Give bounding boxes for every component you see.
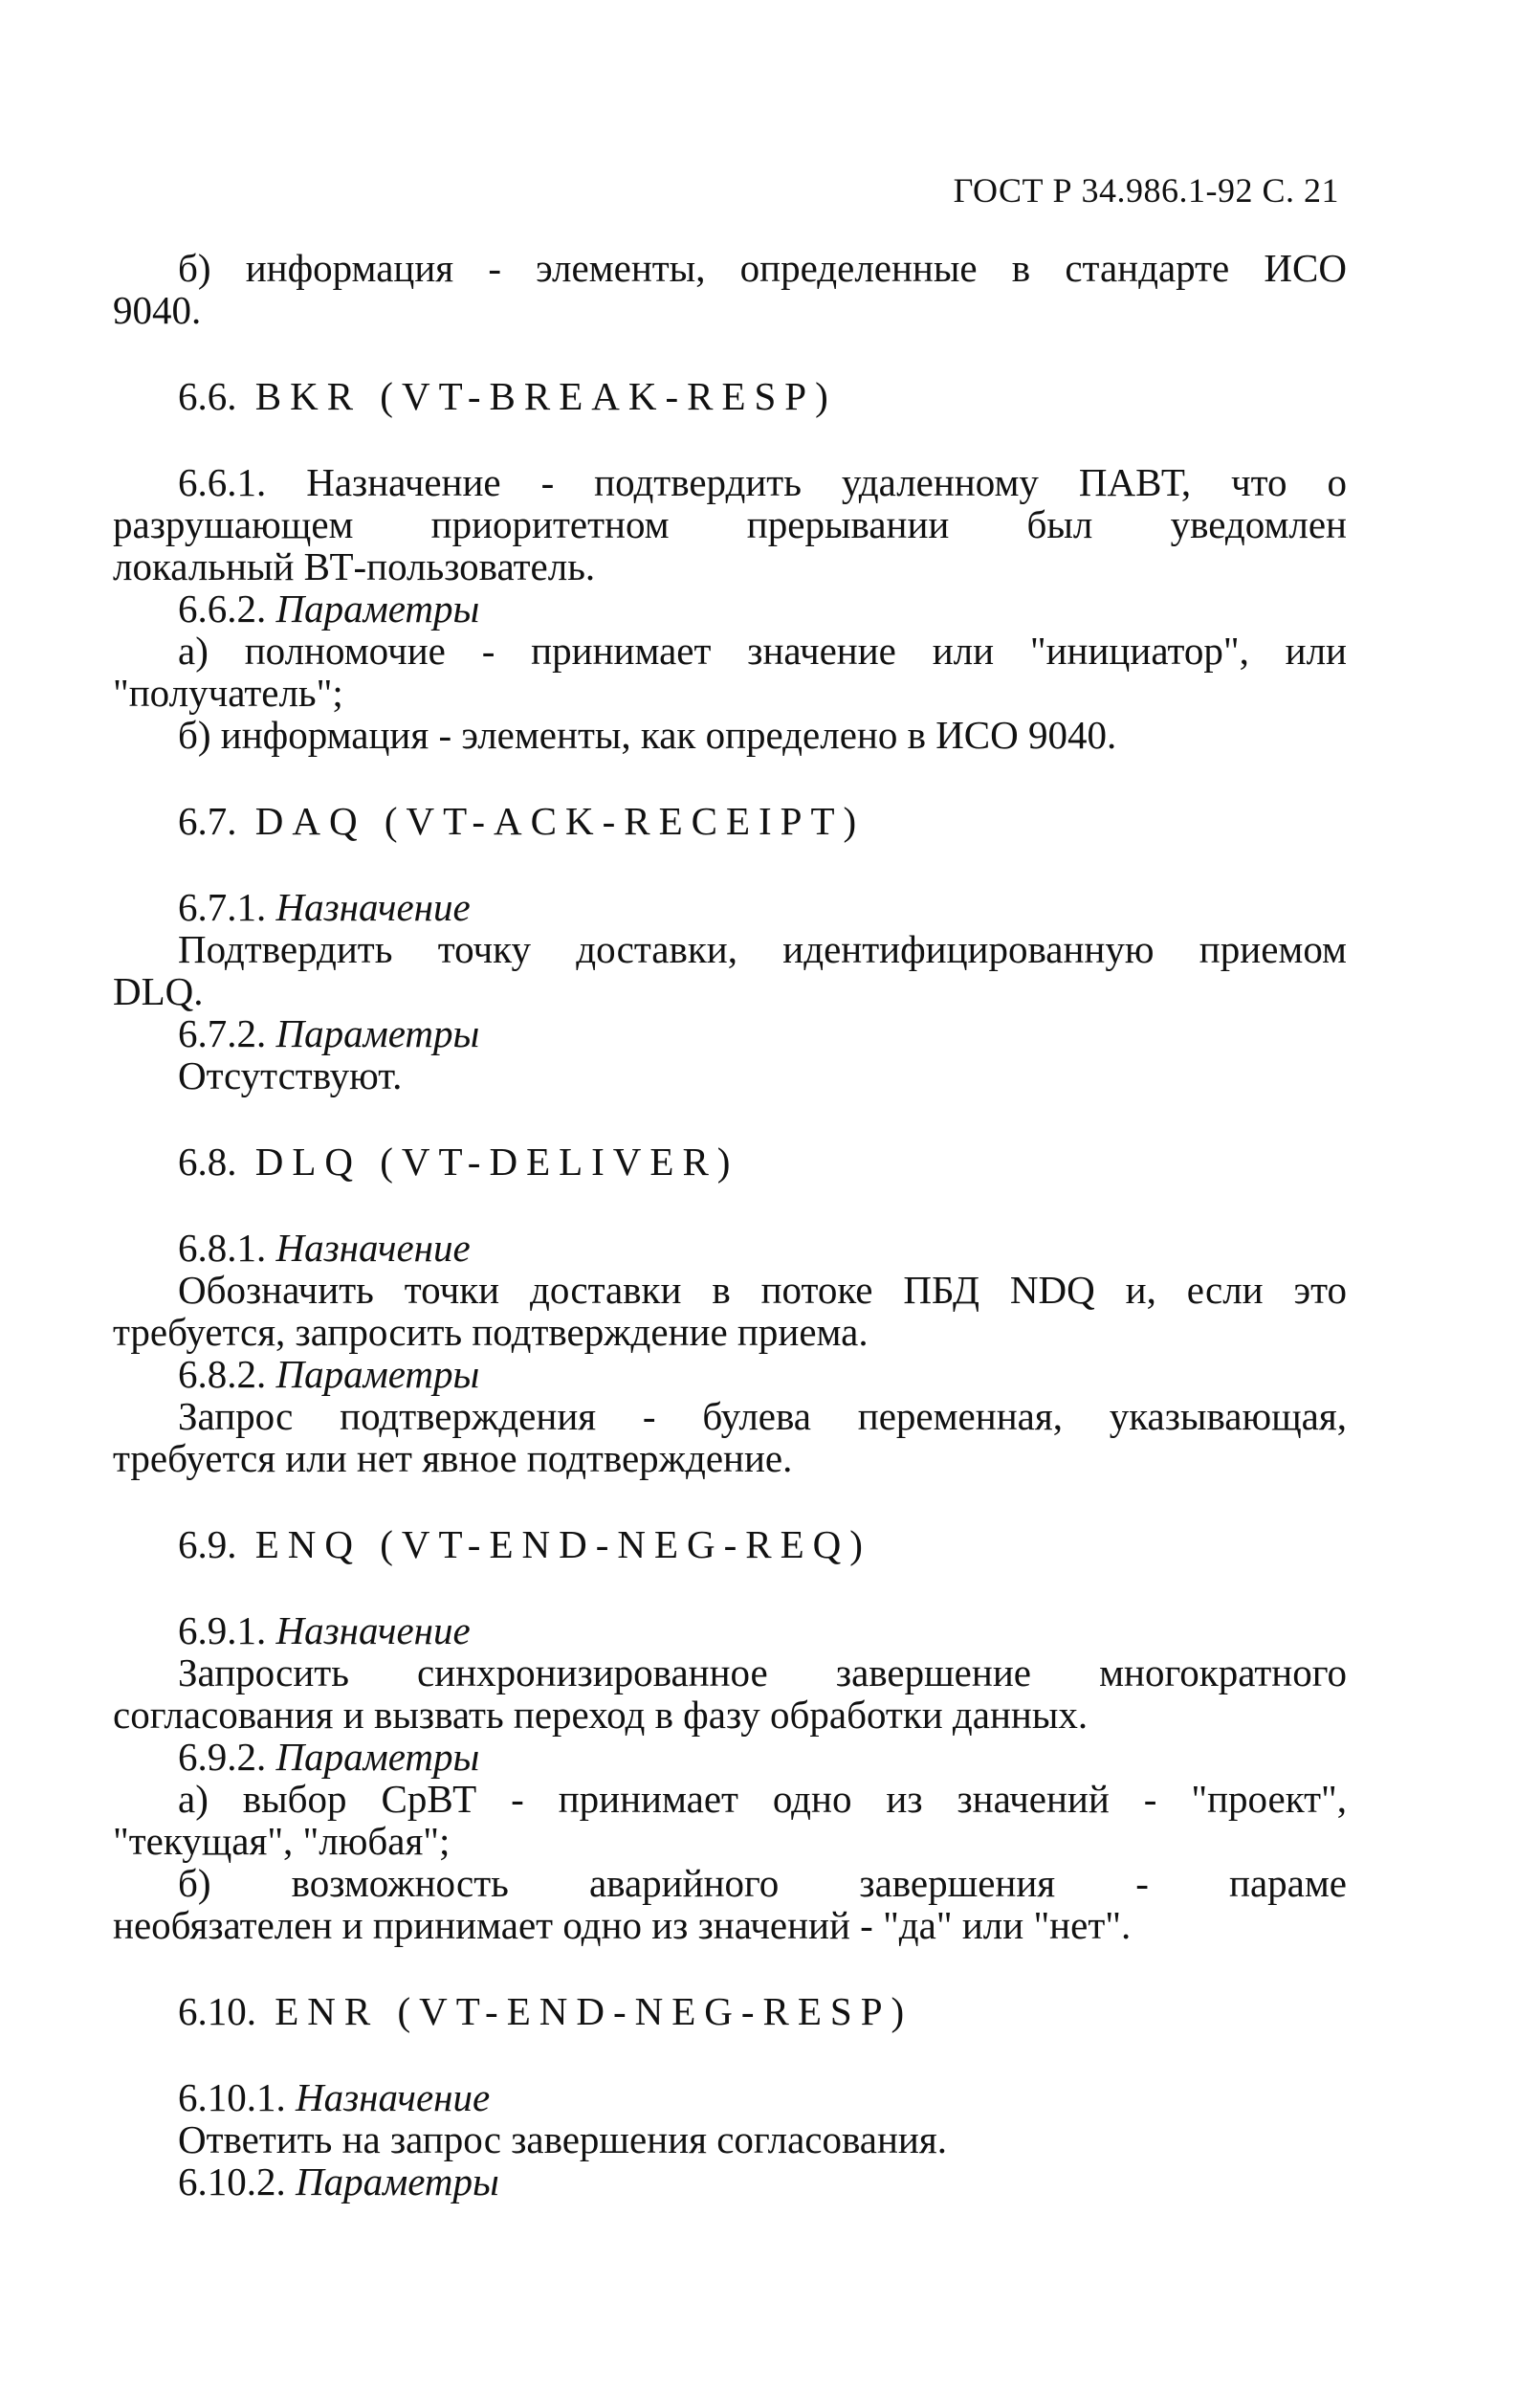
clause-6-9-1: [113, 1609, 1347, 1651]
section-title: ENR (VT-END-NEG-RESP): [275, 1989, 913, 2033]
clause-number: 6.8.1.: [178, 1226, 267, 1270]
clause-title: Параметры: [275, 1735, 480, 1779]
paragraph-6-7-1-line-1: Подтвердить точку доставки, идентифицированную приемом: [178, 927, 1347, 971]
clause-title: Параметры: [296, 2159, 499, 2204]
document-body: [113, 247, 1347, 2203]
paragraph-6-8-1-line-1: Обозначить точки доставки в потоке ПБД NDQ и, если это: [178, 1268, 1347, 1312]
clause-number: 6.10.1.: [178, 2075, 286, 2119]
paragraph-6-7-1-line-2: DLQ.: [113, 969, 204, 1013]
clause-6-7-2: [113, 1012, 1347, 1054]
intro-line-2: 9040.: [113, 288, 202, 332]
section-title: ENQ (VT-END-NEG-REQ): [254, 1522, 871, 1566]
page-header: ГОСТ Р 34.986.1-92 С. 21: [953, 171, 1339, 210]
paragraph-6-6-1-line-2: разрушающем приоритетном прерывании был уведомлен: [113, 502, 1347, 546]
list-item-a-line-1: а) полномочие - принимает значение или "инициатор", или: [178, 629, 1347, 673]
list-item-b: б) информация - элементы, как определено в ИСО 9040.: [178, 713, 1117, 757]
section-number: 6.7.: [178, 799, 237, 843]
section-number: 6.6.: [178, 374, 237, 418]
list-item-b-line-2: необязателен и принимает одно из значений - "да" или "нет".: [113, 1903, 1132, 1947]
clause-title: Назначение: [275, 885, 471, 929]
section-number: 6.10.: [178, 1989, 256, 2033]
section-number: 6.8.: [178, 1140, 237, 1184]
paragraph-6-9-1-line-2: согласования и вызвать переход в фазу обработки данных.: [113, 1693, 1089, 1737]
section-title: DLQ (VT-DELIVER): [254, 1140, 739, 1184]
paragraph-6-7-2: Отсутствуют.: [178, 1053, 403, 1097]
section-heading-6-8: [113, 1141, 1347, 1183]
section-title: BKR (VT-BREAK-RESP): [254, 374, 837, 418]
clause-6-8-2: [113, 1353, 1347, 1395]
section-heading-6-9: [113, 1523, 1347, 1565]
clause-number: 6.9.2.: [178, 1735, 267, 1779]
clause-number: 6.6.1.: [178, 460, 267, 504]
section-heading-6-7: [113, 800, 1347, 842]
clause-6-7-1: [113, 886, 1347, 928]
clause-title: Параметры: [275, 587, 480, 631]
paragraph-6-8-1-line-2: требуется, запросить подтверждение приема.: [113, 1310, 869, 1354]
clause-6-10-1: [113, 2076, 1347, 2118]
clause-6-8-1: [113, 1227, 1347, 1269]
paragraph-6-8-2-line-2: требуется или нет явное подтверждение.: [113, 1436, 793, 1480]
paragraph-6-6-1-line-1: [113, 461, 1347, 503]
clause-6-10-2: [113, 2160, 1347, 2203]
list-item-a-line-1: а) выбор СрВТ - принимает одно из значений - "проект",: [178, 1777, 1347, 1821]
clause-text: Назначение - подтвердить удаленному ПАВТ, что о: [306, 460, 1347, 504]
paragraph-6-6-1-line-3: локальный ВТ-пользователь.: [113, 544, 596, 588]
list-item-b-line-1: б) возможность аварийного завершения - параме: [178, 1861, 1347, 1905]
paragraph-6-10-1: Ответить на запрос завершения согласования.: [178, 2117, 947, 2161]
clause-number: 6.7.1.: [178, 885, 267, 929]
list-item-a-line-2: "текущая", "любая";: [113, 1819, 451, 1863]
clause-6-9-2: [113, 1736, 1347, 1778]
clause-title: Назначение: [275, 1226, 471, 1270]
clause-number: 6.6.2.: [178, 587, 267, 631]
paragraph-6-9-1-line-1: Запросить синхронизированное завершение многократного: [178, 1650, 1347, 1694]
clause-title: Параметры: [275, 1011, 480, 1055]
clause-number: 6.7.2.: [178, 1011, 267, 1055]
section-number: 6.9.: [178, 1522, 237, 1566]
clause-number: 6.9.1.: [178, 1608, 267, 1652]
clause-6-6-2: [113, 587, 1347, 630]
paragraph-6-8-2-line-1: Запрос подтверждения - булева переменная, указывающая,: [178, 1394, 1347, 1438]
clause-title: Назначение: [275, 1608, 471, 1652]
section-heading-6-10: [113, 1990, 1347, 2032]
section-title: DAQ (VT-ACK-RECEIPT): [254, 799, 866, 843]
clause-number: 6.8.2.: [178, 1352, 267, 1396]
clause-number: 6.10.2.: [178, 2159, 286, 2204]
clause-title: Назначение: [296, 2075, 491, 2119]
intro-line-1: б) информация - элементы, определенные в стандарте ИСО: [178, 246, 1347, 290]
section-heading-6-6: [113, 375, 1347, 417]
list-item-a-line-2: "получатель";: [113, 671, 343, 715]
clause-title: Параметры: [275, 1352, 480, 1396]
